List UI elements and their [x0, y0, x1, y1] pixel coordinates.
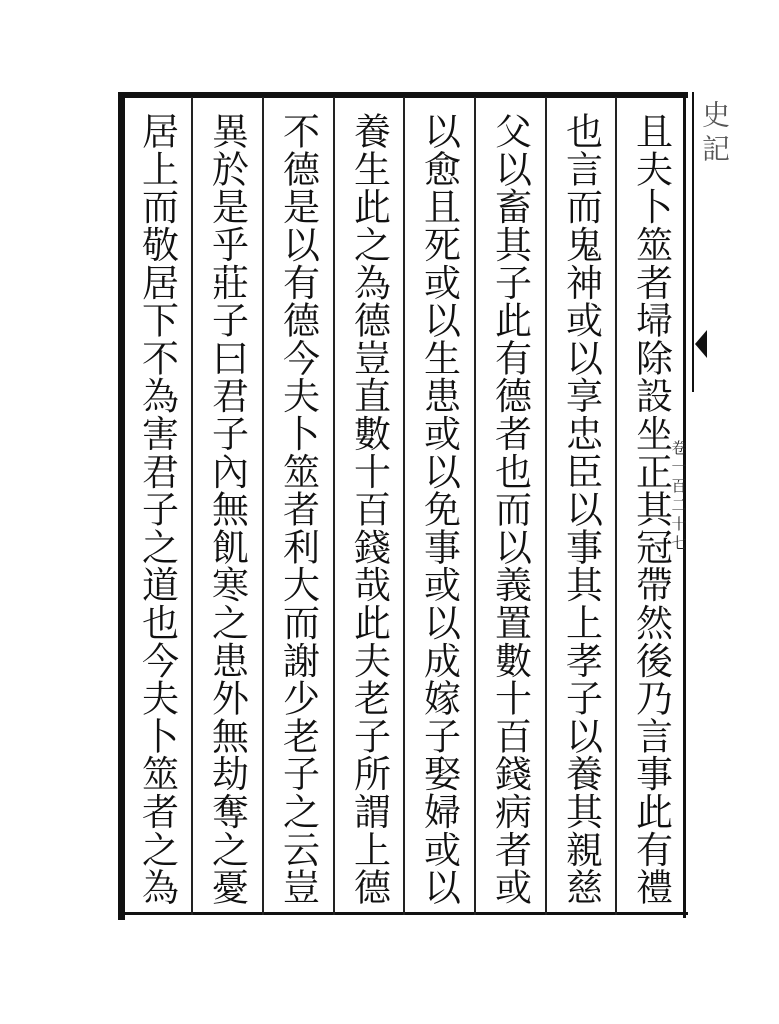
column-text: 且夫卜筮者埽除設坐正其冠帶然後乃言事此有禮 [629, 112, 673, 906]
column-rule [191, 97, 193, 915]
text-column-8 [130, 112, 184, 917]
text-column-3 [483, 112, 537, 917]
column-text: 父以畜其子此有德者也而以義置數十百錢病者或 [488, 112, 532, 906]
column-rule [474, 97, 476, 915]
margin-title-text: 史記 [698, 100, 731, 168]
column-rule [615, 97, 617, 915]
column-rule [403, 97, 405, 915]
column-text: 也言而鬼神或以享忠臣以事其上孝子以養其親慈 [559, 112, 603, 906]
fishtail-mark [695, 330, 707, 358]
column-rule [262, 97, 264, 915]
column-text: 居上而敬居下不為害君子之道也今夫卜筮者之為 [135, 112, 179, 906]
column-text: 以愈且死或以生患或以免事或以成嫁子娶婦或以 [417, 112, 461, 906]
margin-juan-text: 卷一百二十七 [669, 440, 688, 554]
text-column-6 [271, 112, 325, 917]
text-column-4 [412, 112, 466, 917]
column-rule [333, 97, 335, 915]
column-rule [545, 97, 547, 915]
column-text: 異於是乎莊子曰君子內無飢寒之患外無劫奪之憂 [205, 112, 249, 906]
text-column-7 [200, 112, 254, 917]
column-text: 養生此之為德豈直數十百錢哉此夫老子所謂上德 [347, 112, 391, 906]
margin-book-title [694, 100, 734, 330]
column-text: 不德是以有德今夫卜筮者利大而謝少老子之云豈 [276, 112, 320, 906]
text-column-5 [342, 112, 396, 917]
margin-volume-label [664, 440, 694, 610]
frame-left-border [118, 92, 125, 920]
text-column-2 [554, 112, 608, 917]
